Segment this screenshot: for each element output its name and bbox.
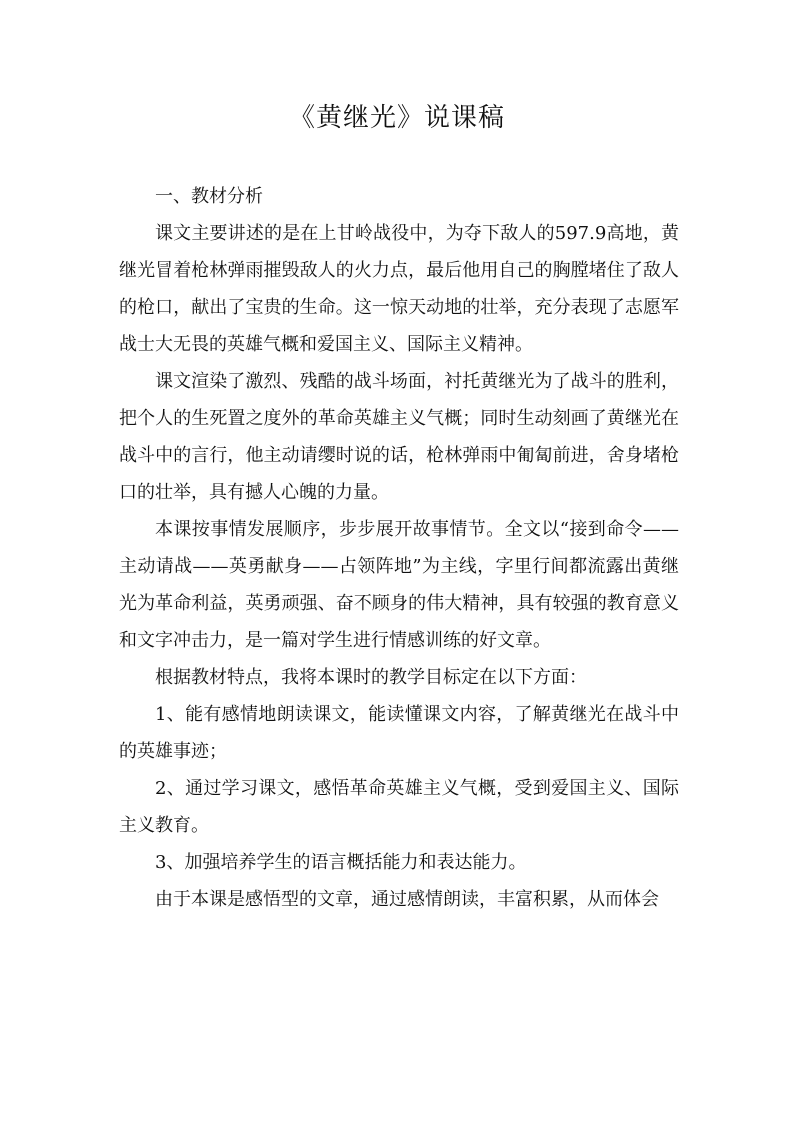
paragraph-lesson-type: 由于本课是感悟型的文章，通过感情朗读，丰富积累，从而体会 (155, 889, 659, 910)
list-item-goal-1: 1、能有感情地朗读课文，能读懂课文内容，了解黄继光在战斗中的英雄事迹； (119, 704, 679, 762)
document-body (119, 178, 679, 918)
section-heading-textbook-analysis: 一、教材分析 (155, 186, 263, 207)
list-item-goal-3: 3、加强培养学生的语言概括能力和表达能力。 (155, 852, 527, 873)
paragraph-teaching-goals-intro: 根据教材特点，我将本课时的教学目标定在以下方面： (155, 667, 587, 688)
list-item-goal-2: 2、通过学习课文，感悟革命英雄主义气概，受到爱国主义、国际主义教育。 (119, 778, 679, 836)
paragraph-content-summary: 课文主要讲述的是在上甘岭战役中，为夺下敌人的597.9高地，黄继光冒着枪林弹雨摧毁敌人的火力点，最后他用自己的胸膛堵住了敌人的枪口，献出了宝贵的生命。这一惊天动地的壮举，充分表现了志愿军战士大无畏的英雄气概和爱国主义、国际主义精神。 (119, 223, 679, 355)
paragraph-battle-scene: 课文渲染了激烈、残酷的战斗场面，衬托黄继光为了战斗的胜利，把个人的生死置之度外的革命英雄主义气概；同时生动刻画了黄继光在战斗中的言行，他主动请缨时说的话，枪林弹雨中匍匐前进，舍身堵枪口的壮举，具有撼人心魄的力量。 (119, 371, 679, 503)
paragraph-story-structure: 本课按事情发展顺序，步步展开故事情节。全文以“接到命令——主动请战——英勇献身——占领阵地”为主线，字里行间都流露出黄继光为革命利益，英勇顽强、奋不顾身的伟大精神，具有较强的教育意义和文字冲击力，是一篇对学生进行情感训练的好文章。 (119, 519, 679, 651)
document-title: 《黄继光》说课稿 (288, 103, 505, 133)
